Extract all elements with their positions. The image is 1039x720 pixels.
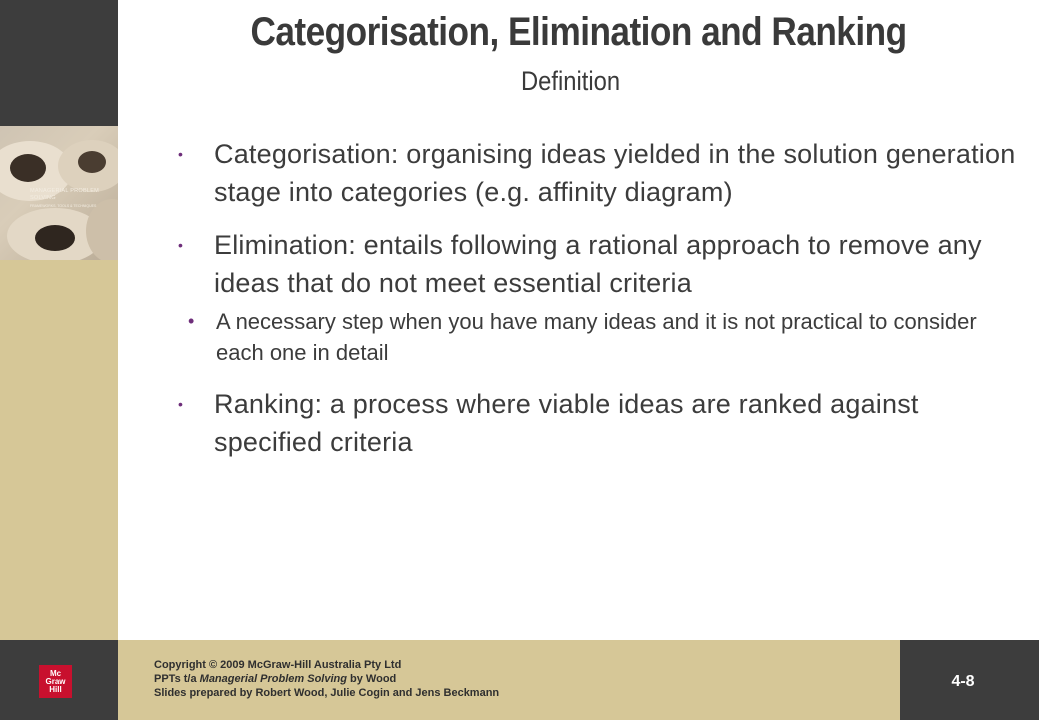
ppts-suffix: by Wood [346,673,397,685]
logo-line: Graw [45,676,66,686]
book-title: Managerial Problem Solving [199,673,347,685]
bullet-item [175,385,1025,461]
ppts-prefix: PPTs t/a [154,673,200,685]
bullet-text: Elimination: entails following a rational approach to remove any ideas that do not meet essential criteria [214,230,982,298]
bullet-item [175,135,1025,211]
sub-bullet-item [175,306,1025,368]
mcgraw-hill-logo [39,665,72,698]
footer-credits [154,658,499,700]
bullet-dot-icon: • [178,146,184,162]
bullet-list [175,135,1025,476]
ppts-line [154,672,499,686]
slide-title: Categorisation, Elimination and Ranking [250,10,907,54]
page-number: 4-8 [951,673,975,690]
bullet-dot-icon: • [178,237,184,253]
logo-line: Mc [49,668,62,678]
slide-subtitle: Definition [521,66,621,96]
sub-bullet-dot-icon: • [188,311,195,331]
sidebar-tan-band [0,260,118,640]
bullet-item [175,226,1025,302]
cover-subtitle: FRAMEWORKS, TOOLS & TECHNIQUES [30,204,97,208]
sidebar-dark-panel [0,0,118,126]
book-cover-image [0,126,118,260]
cover-title: MANAGERIAL PROBLEM SOLVING [30,188,99,201]
copyright-line: Copyright © 2009 McGraw-Hill Australia Pty Ltd [154,659,402,671]
prepared-line: Slides prepared by Robert Wood, Julie Cogin and Jens Beckmann [154,687,500,699]
bullet-text: Ranking: a process where viable ideas are ranked against specified criteria [214,389,919,457]
sub-bullet-text: A necessary step when you have many ideas and it is not practical to consider each one in detail [216,309,977,365]
bullet-text: Categorisation: organising ideas yielded in the solution generation stage into categories (e.g. affinity diagram) [214,139,1016,207]
logo-line: Hill [49,684,62,694]
bullet-dot-icon: • [178,396,184,412]
